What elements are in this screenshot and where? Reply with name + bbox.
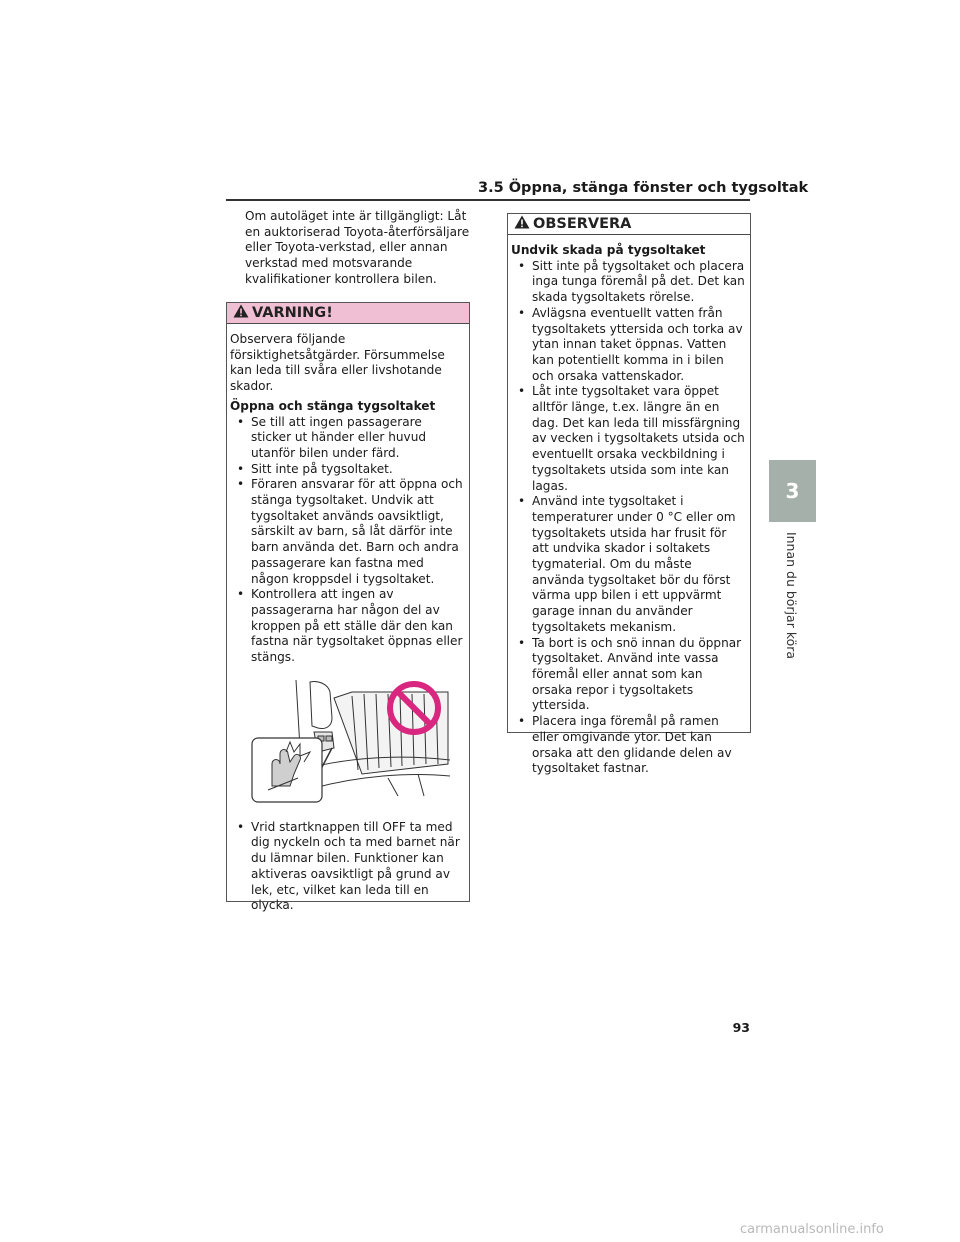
list-item: • Sitt inte på tygsoltaket.: [230, 462, 465, 478]
list-item: • Föraren ansvarar för att öppna och stänga tygsoltaket. Undvik att tygsoltaket används oavsiktligt, särskilt av barn, så låt därför inte barn använda det. Barn och andra passagerare kan fastna med någon kroppsdel i tygsoltaket.: [230, 477, 465, 587]
warning-header: [227, 303, 469, 324]
list-item: • Använd inte tygsoltaket i temperaturer under 0 °C eller om tygsoltakets utsida har frusit för att undvika skador i soltakets tygmaterial. Om du måste använda tygsoltaket bör du först värma upp bilen i ett uppvärmt garage innan du använder tygsoltakets mekanism.: [511, 494, 746, 635]
section-header: 3.5 Öppna, stänga fönster och tygsoltak: [478, 180, 809, 196]
header-divider: [226, 199, 750, 201]
warning-title: VARNING!: [252, 305, 333, 321]
watermark-text: carmanualsonline.info: [740, 1222, 884, 1237]
notice-subheading: Undvik skada på tygsoltaket: [511, 243, 706, 257]
notice-header: [508, 214, 750, 235]
notice-title: OBSERVERA: [533, 216, 632, 232]
list-item: • Ta bort is och snö innan du öppnar tygsoltaket. Använd inte vassa föremål eller annat som kan orsaka repor i tygsoltakets yttersida.: [511, 636, 746, 715]
list-item: • Placera inga föremål på ramen eller omgivande ytor. Det kan orsaka att den glidande delen av tygsoltaket fastnar.: [511, 714, 746, 777]
chapter-label: [766, 530, 818, 660]
notice-box: [507, 213, 751, 776]
warning-bullet-list: [230, 415, 465, 666]
warning-triangle-icon: [514, 215, 530, 233]
page-number: 93: [732, 1020, 750, 1035]
list-item: • Låt inte tygsoltaket vara öppet alltför länge, t.ex. längre än en dag. Det kan leda till missfärgning av vecken i tygsoltakets utsida och eventuellt orsaka veckbildning i tygsoltakets utsida som inte kan lagas.: [511, 384, 746, 494]
chapter-label-text: Innan du börjar köra: [784, 531, 800, 659]
warning-content: [227, 324, 469, 914]
sunroof-hand-illustration: [248, 678, 450, 808]
warning-triangle-icon: [233, 304, 249, 322]
warning-subheading: Öppna och stänga tygsoltaket: [230, 398, 436, 413]
list-item: • Vrid startknappen till OFF ta med dig nyckeln och ta med barnet när du lämnar bilen. Funktioner kan aktiveras oavsiktligt på grund av lek, etc, vilket kan leda till en olycka.: [230, 820, 465, 914]
intro-paragraph: Om autoläget inte är tillgängligt: Låt en auktoriserad Toyota-återförsäljare eller Toyota-verkstad, eller annan verkstad med motsvarande kvalifikationer kontrollera bilen.: [245, 209, 470, 286]
list-item: • Kontrollera att ingen av passagerarna har någon del av kroppen på ett ställe där den kan fastna när tygsoltaket öppnas eller stängs.: [230, 587, 465, 666]
list-item: • Avlägsna eventuellt vatten från tygsoltakets yttersida och torka av ytan innan taket öppnas. Vatten kan potentiellt komma in i bilen och orsaka vattenskador.: [511, 306, 746, 385]
list-item: • Se till att ingen passagerare sticker ut händer eller huvud utanför bilen under färd.: [230, 415, 465, 462]
warning-box: [226, 302, 470, 913]
list-item: • Sitt inte på tygsoltaket och placera inga tunga föremål på det. Det kan skada tygsoltakets rörelse.: [511, 259, 746, 306]
warning-intro: Observera följande försiktighetsåtgärder. Försummelse kan leda till svåra eller livshotande skador.: [230, 332, 445, 394]
chapter-tab: 3: [769, 460, 816, 522]
notice-content: [508, 235, 750, 777]
notice-bullet-list: [511, 259, 746, 777]
warning-bullet-list-2: [230, 820, 465, 914]
